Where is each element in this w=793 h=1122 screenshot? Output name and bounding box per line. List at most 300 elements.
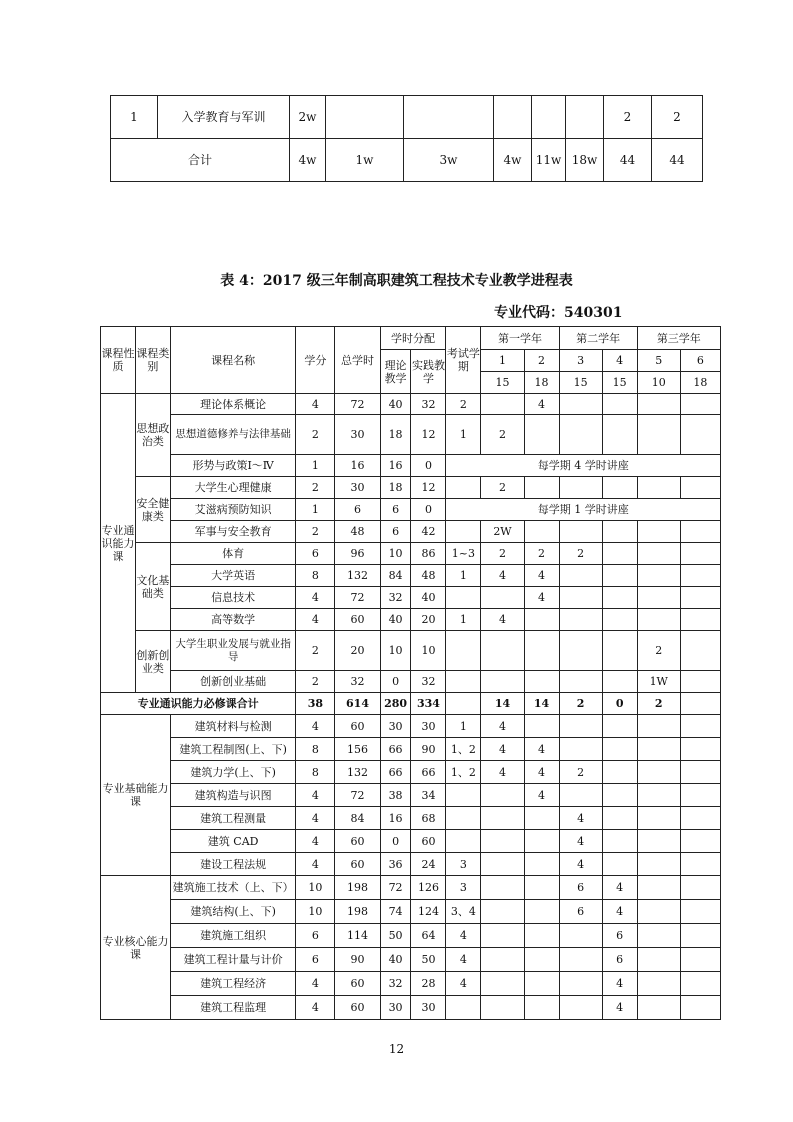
cell-s3 <box>559 715 602 738</box>
cell-practice: 124 <box>411 900 446 924</box>
cell-exam <box>446 671 481 693</box>
cell-theory: 84 <box>380 565 411 587</box>
cell-s5 <box>637 394 680 415</box>
table-row <box>101 521 721 543</box>
cell-theory: 0 <box>380 830 411 853</box>
cell-exam: 1~3 <box>446 543 481 565</box>
table-row <box>101 715 721 738</box>
cell-s5 <box>637 543 680 565</box>
cell-credit: 8 <box>296 761 335 784</box>
cell-credit: 4 <box>296 587 335 609</box>
course-name: 信息技术 <box>170 587 295 609</box>
cell-practice: 0 <box>411 499 446 521</box>
cell-practice: 90 <box>411 738 446 761</box>
cell-s1: 2W <box>481 521 524 543</box>
subtotal-row <box>101 693 721 715</box>
cell-exam <box>446 807 481 830</box>
cell-credit: 1 <box>296 455 335 477</box>
table-row <box>101 761 721 784</box>
cell-s3 <box>559 587 602 609</box>
cell-s4 <box>602 761 637 784</box>
cell-practice: 68 <box>411 807 446 830</box>
table-row <box>101 924 721 948</box>
cell-s4 <box>602 830 637 853</box>
cell-s1 <box>481 807 524 830</box>
cell-exam <box>446 587 481 609</box>
cell-credit: 10 <box>296 876 335 900</box>
cell-s6 <box>680 543 720 565</box>
table-row <box>101 565 721 587</box>
cell-s3 <box>559 415 602 455</box>
cell-total: 60 <box>335 853 380 876</box>
course-name: 入学教育与军训 <box>158 96 290 139</box>
cell-total: 30 <box>335 415 380 455</box>
cell-s2 <box>524 631 559 671</box>
table-row <box>101 876 721 900</box>
course-name: 理论体系概论 <box>170 394 295 415</box>
table-title: 表 4：2017 级三年制高职建筑工程技术专业教学进程表 <box>220 273 573 289</box>
cell-practice: 0 <box>411 455 446 477</box>
previous-table <box>110 95 703 182</box>
cell-s6 <box>680 671 720 693</box>
cell-practice: 50 <box>411 948 446 972</box>
cell-total: 96 <box>335 543 380 565</box>
cell-exam <box>446 996 481 1020</box>
cell-s6 <box>680 394 720 415</box>
cell-s1 <box>481 671 524 693</box>
course-name: 形势与政策Ⅰ～Ⅳ <box>170 455 295 477</box>
cell-total: 32 <box>335 671 380 693</box>
cell-s1: 4 <box>481 738 524 761</box>
cell-s1: 2 <box>481 477 524 499</box>
cell-exam: 4 <box>446 948 481 972</box>
cell-total: 48 <box>335 521 380 543</box>
cell-s4 <box>602 565 637 587</box>
cell-exam <box>446 477 481 499</box>
cell-s4: 4 <box>602 996 637 1020</box>
category-safety: 安全健康类 <box>135 477 170 543</box>
header-year2: 第二学年 <box>559 327 637 350</box>
cell-credit: 10 <box>296 900 335 924</box>
cell-total: 6 <box>335 499 380 521</box>
cell-total: 72 <box>335 784 380 807</box>
cell-s5 <box>637 477 680 499</box>
cell-s4 <box>602 738 637 761</box>
cell-s4 <box>602 543 637 565</box>
header-nature: 课程性质 <box>101 327 136 394</box>
cell-s2 <box>524 807 559 830</box>
cell-s2: 4 <box>524 394 559 415</box>
cell-s4 <box>602 587 637 609</box>
table-row <box>101 830 721 853</box>
course-name: 高等数学 <box>170 609 295 631</box>
cell-practice: 12 <box>411 415 446 455</box>
cell-s4 <box>602 784 637 807</box>
cell-s5 <box>637 830 680 853</box>
subtotal-s5: 2 <box>637 693 680 715</box>
cell-s6 <box>680 521 720 543</box>
cell-s3 <box>559 631 602 671</box>
cell-s2 <box>524 415 559 455</box>
table-row <box>101 996 721 1020</box>
course-name: 思想道德修养与法律基础 <box>170 415 295 455</box>
course-name: 体育 <box>170 543 295 565</box>
week-count: 10 <box>637 372 680 394</box>
cell-s1 <box>481 924 524 948</box>
cell-s6 <box>680 900 720 924</box>
cell-s5 <box>637 996 680 1020</box>
cell-s5 <box>637 715 680 738</box>
cell-s1: 4 <box>481 565 524 587</box>
cell-s4 <box>602 477 637 499</box>
subtotal-practice: 334 <box>411 693 446 715</box>
cell-total: 132 <box>335 565 380 587</box>
cell-practice: 32 <box>411 671 446 693</box>
table-row <box>101 587 721 609</box>
cell-s4: 4 <box>602 876 637 900</box>
cell-total: 90 <box>335 948 380 972</box>
cell-s6 <box>680 807 720 830</box>
table-row <box>101 738 721 761</box>
cell-theory: 40 <box>380 609 411 631</box>
cell-exam: 3、4 <box>446 900 481 924</box>
cell-s2 <box>524 972 559 996</box>
cell-exam <box>446 521 481 543</box>
cell-total: 20 <box>335 631 380 671</box>
cell-s6 <box>680 565 720 587</box>
teaching-schedule-table <box>100 326 721 1020</box>
cell-theory: 66 <box>380 738 411 761</box>
cell-theory: 32 <box>380 587 411 609</box>
cell-s1 <box>481 948 524 972</box>
cell-s1 <box>481 830 524 853</box>
cell-s5: 1W <box>637 671 680 693</box>
cell-s5 <box>637 948 680 972</box>
cell-s2: 4 <box>524 784 559 807</box>
cell-s3 <box>559 394 602 415</box>
cell-s6 <box>680 738 720 761</box>
cell-s3 <box>559 972 602 996</box>
cell-s5 <box>637 900 680 924</box>
cell-credit: 2 <box>296 477 335 499</box>
table-row <box>101 415 721 455</box>
table-row: 1 入学教育与军训 2w 2 2 <box>111 96 703 139</box>
header-theory: 理论教学 <box>380 350 411 394</box>
cell-s2 <box>524 853 559 876</box>
cell-s5 <box>637 521 680 543</box>
cell-s4 <box>602 671 637 693</box>
cell-total: 72 <box>335 394 380 415</box>
course-name: 建筑施工组织 <box>170 924 295 948</box>
cell-practice: 28 <box>411 972 446 996</box>
cell-s5 <box>637 761 680 784</box>
cell-s2 <box>524 477 559 499</box>
cell-practice: 48 <box>411 565 446 587</box>
subtotal-theory: 280 <box>380 693 411 715</box>
cell-s5 <box>637 738 680 761</box>
cell-theory: 10 <box>380 631 411 671</box>
cell-practice: 40 <box>411 587 446 609</box>
cell-s2 <box>524 521 559 543</box>
subtotal-credit: 38 <box>296 693 335 715</box>
cell-practice: 64 <box>411 924 446 948</box>
table-row <box>101 394 721 415</box>
subtotal-s2: 14 <box>524 693 559 715</box>
cell-practice: 34 <box>411 784 446 807</box>
cell-s4: 4 <box>602 972 637 996</box>
cell-theory: 50 <box>380 924 411 948</box>
cell-theory: 16 <box>380 455 411 477</box>
header-exam: 考试学期 <box>446 327 481 394</box>
cell-credit: 4 <box>296 609 335 631</box>
subtotal-s1: 14 <box>481 693 524 715</box>
page-number: 12 <box>388 1042 405 1056</box>
cell-s1: 4 <box>481 715 524 738</box>
header-course-name: 课程名称 <box>170 327 295 394</box>
lecture-note: 每学期 4 学时讲座 <box>446 455 721 477</box>
header-row <box>101 327 721 350</box>
cell-s4 <box>602 394 637 415</box>
cell-s1 <box>481 876 524 900</box>
cell-s1 <box>481 853 524 876</box>
cell-practice: 30 <box>411 715 446 738</box>
cell-s5 <box>637 415 680 455</box>
semester-label: 1 <box>481 350 524 372</box>
cell-s6 <box>680 996 720 1020</box>
course-name: 建筑工程制图(上、下) <box>170 738 295 761</box>
cell-credit: 2 <box>296 415 335 455</box>
category-innovation: 创新创业类 <box>135 631 170 693</box>
cell-exam: 3 <box>446 853 481 876</box>
cell-s2 <box>524 876 559 900</box>
course-name: 大学生职业发展与就业指导 <box>170 631 295 671</box>
cell-s5 <box>637 876 680 900</box>
cell-s2: 4 <box>524 761 559 784</box>
course-name: 建筑施工技术（上、下） <box>170 876 295 900</box>
cell-exam: 3 <box>446 876 481 900</box>
cell-theory: 6 <box>380 521 411 543</box>
course-name: 军事与安全教育 <box>170 521 295 543</box>
table-row <box>101 455 721 477</box>
cell-exam: 2 <box>446 394 481 415</box>
group-basic: 专业基础能力课 <box>101 715 171 876</box>
semester-label: 4 <box>602 350 637 372</box>
cell-s4 <box>602 521 637 543</box>
cell-exam: 1、2 <box>446 761 481 784</box>
cell-s3: 6 <box>559 900 602 924</box>
course-name: 建设工程法规 <box>170 853 295 876</box>
subtotal-label: 专业通识能力必修课合计 <box>101 693 296 715</box>
cell-s6 <box>680 972 720 996</box>
cell-s6 <box>680 715 720 738</box>
cell-s3 <box>559 521 602 543</box>
course-name: 建筑力学(上、下) <box>170 761 295 784</box>
cell-s3 <box>559 948 602 972</box>
cell-exam: 4 <box>446 924 481 948</box>
cell-total: 60 <box>335 609 380 631</box>
cell-exam: 1 <box>446 415 481 455</box>
cell-s5: 2 <box>637 631 680 671</box>
course-name: 建筑 CAD <box>170 830 295 853</box>
cell-s4 <box>602 609 637 631</box>
cell-theory: 38 <box>380 784 411 807</box>
header-category: 课程类别 <box>135 327 170 394</box>
cell-s2 <box>524 830 559 853</box>
cell-s5 <box>637 587 680 609</box>
table-row <box>101 671 721 693</box>
header-practice: 实践教学 <box>411 350 446 394</box>
table-row <box>101 972 721 996</box>
cell-exam: 4 <box>446 972 481 996</box>
cell-credit: 4 <box>296 972 335 996</box>
cell-total: 72 <box>335 587 380 609</box>
subtotal-total: 614 <box>335 693 380 715</box>
week-count: 18 <box>680 372 720 394</box>
cell-s6 <box>680 853 720 876</box>
cell-s3: 4 <box>559 830 602 853</box>
cell-theory: 10 <box>380 543 411 565</box>
cell-theory: 6 <box>380 499 411 521</box>
cell-theory: 40 <box>380 948 411 972</box>
cell-s3: 6 <box>559 876 602 900</box>
semester-label: 6 <box>680 350 720 372</box>
group-core: 专业核心能力课 <box>101 876 171 1020</box>
cell-credit: 6 <box>296 948 335 972</box>
cell-s3 <box>559 565 602 587</box>
cell-s2 <box>524 715 559 738</box>
semester-label: 2 <box>524 350 559 372</box>
cell-credit: 2 <box>296 521 335 543</box>
cell-s2: 4 <box>524 565 559 587</box>
cell-s3 <box>559 784 602 807</box>
cell-total: 198 <box>335 876 380 900</box>
cell-practice: 10 <box>411 631 446 671</box>
cell-s4: 6 <box>602 948 637 972</box>
cell-theory: 30 <box>380 715 411 738</box>
cell-practice: 32 <box>411 394 446 415</box>
table-row <box>101 853 721 876</box>
cell-s1 <box>481 972 524 996</box>
cell-s6 <box>680 876 720 900</box>
cell-total: 16 <box>335 455 380 477</box>
cell-exam: 1、2 <box>446 738 481 761</box>
cell-s1: 4 <box>481 761 524 784</box>
cell-credit: 8 <box>296 565 335 587</box>
course-name: 建筑工程监理 <box>170 996 295 1020</box>
cell-s4 <box>602 807 637 830</box>
cell-theory: 72 <box>380 876 411 900</box>
cell-s4 <box>602 853 637 876</box>
cell-total: 132 <box>335 761 380 784</box>
cell-s6 <box>680 924 720 948</box>
cell-s1 <box>481 900 524 924</box>
cell-theory: 36 <box>380 853 411 876</box>
course-name: 建筑构造与识图 <box>170 784 295 807</box>
total-row: 合计 4w 1w 3w 4w 11w 18w 44 44 <box>111 139 703 182</box>
week-count: 15 <box>481 372 524 394</box>
cell-practice: 20 <box>411 609 446 631</box>
cell-s1: 2 <box>481 415 524 455</box>
cell-practice: 42 <box>411 521 446 543</box>
course-name: 大学生心理健康 <box>170 477 295 499</box>
cell-s5 <box>637 972 680 996</box>
semester-label: 3 <box>559 350 602 372</box>
header-year3: 第三学年 <box>637 327 720 350</box>
course-name: 建筑结构(上、下) <box>170 900 295 924</box>
cell-s2: 2 <box>524 543 559 565</box>
cell-practice: 24 <box>411 853 446 876</box>
cell-s3: 2 <box>559 761 602 784</box>
header-year1: 第一学年 <box>481 327 559 350</box>
cell-s4: 6 <box>602 924 637 948</box>
course-name: 建筑工程测量 <box>170 807 295 830</box>
course-name: 创新创业基础 <box>170 671 295 693</box>
cell-credit: 4 <box>296 853 335 876</box>
cell-credit: 6 <box>296 924 335 948</box>
subtotal-exam <box>446 693 481 715</box>
category-politics: 思想政治类 <box>135 394 170 477</box>
cell-exam: 1 <box>446 715 481 738</box>
cell-s1 <box>481 631 524 671</box>
subtotal-s4: 0 <box>602 693 637 715</box>
cell-s6 <box>680 415 720 455</box>
cell-exam: 1 <box>446 609 481 631</box>
cell-practice: 126 <box>411 876 446 900</box>
cell-s5 <box>637 565 680 587</box>
total-label: 合计 <box>111 139 290 182</box>
cell-theory: 40 <box>380 394 411 415</box>
cell-credit: 2 <box>296 671 335 693</box>
table-row <box>101 807 721 830</box>
course-name: 大学英语 <box>170 565 295 587</box>
table-row <box>101 948 721 972</box>
course-name: 建筑工程经济 <box>170 972 295 996</box>
cell-theory: 66 <box>380 761 411 784</box>
cell-s1: 2 <box>481 543 524 565</box>
cell-s5 <box>637 924 680 948</box>
cell-s3 <box>559 671 602 693</box>
week-count: 18 <box>524 372 559 394</box>
cell-practice: 60 <box>411 830 446 853</box>
week-count: 15 <box>559 372 602 394</box>
cell-theory: 16 <box>380 807 411 830</box>
cell-s4 <box>602 631 637 671</box>
cell-s1 <box>481 587 524 609</box>
cell-practice: 66 <box>411 761 446 784</box>
table-row <box>101 784 721 807</box>
cell-credit: 8 <box>296 738 335 761</box>
cell-s1: 4 <box>481 609 524 631</box>
cell-s6 <box>680 477 720 499</box>
cell-s5 <box>637 853 680 876</box>
week-count: 15 <box>602 372 637 394</box>
cell-practice: 12 <box>411 477 446 499</box>
cell-s3: 2 <box>559 543 602 565</box>
cell-s6 <box>680 761 720 784</box>
cell-credit: 4 <box>296 830 335 853</box>
cell-s2 <box>524 671 559 693</box>
table-row <box>101 477 721 499</box>
cell-s2: 4 <box>524 738 559 761</box>
cell-practice: 30 <box>411 996 446 1020</box>
cell-s2 <box>524 900 559 924</box>
cell-s3 <box>559 996 602 1020</box>
cell-exam <box>446 784 481 807</box>
cell-theory: 0 <box>380 671 411 693</box>
cell-s1 <box>481 784 524 807</box>
semester-label: 5 <box>637 350 680 372</box>
cell-s3: 4 <box>559 853 602 876</box>
